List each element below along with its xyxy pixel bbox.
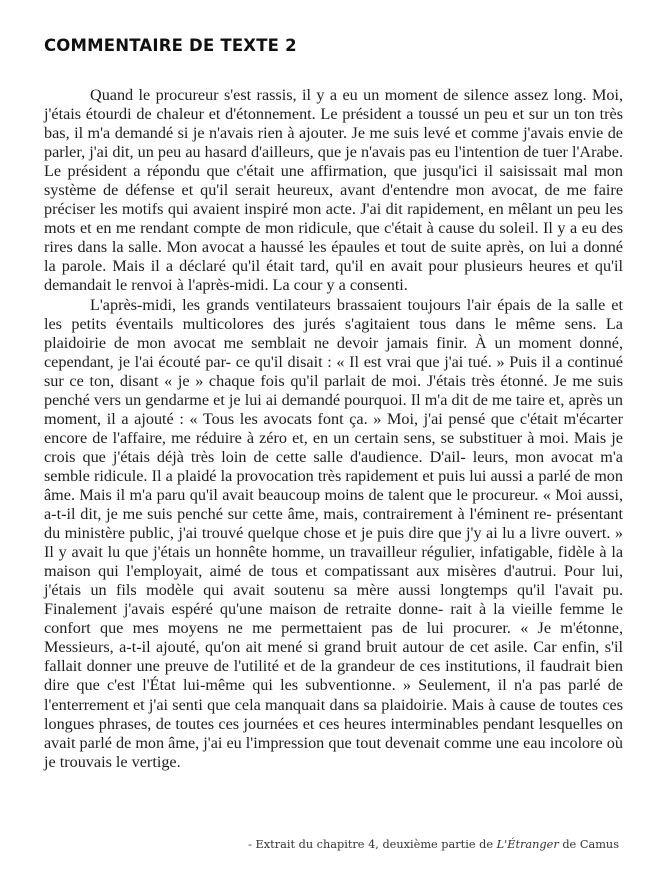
paragraph-1: Quand le procureur s'est rassis, il y a eu un moment de silence assez long. Moi, j'étais étourdi de chaleur et d'étonnement. Le président a toussé un peu et sur un ton très bas, il m'a demandé si je n'avais rien à ajouter. Je me suis levé et comme j'avais envie de parler, j'ai dit, un peu au hasard d'ailleurs, que je n'avais pas eu l'intention de tuer l'Arabe. Le président a répondu que c'était une affirmation, que jusqu'ici il saisissait mal mon système de défense et qu'il serait heureux, avant d'entendre mon avocat, de me faire préciser les motifs qui avaient inspiré mon acte. J'ai dit rapidement, en mêlant un peu les mots et en me rendant compte de mon ridicule, que c'était à cause du soleil. Il y a eu des rires dans la salle. Mon avocat a haussé les épaules et tout de suite après, on lui a donné la parole. Mais il a déclaré qu'il était tard, qu'il en avait pour plusieurs heures et qu'il demandait le renvoi à l'après-midi. La cour y a consenti. [44,86,623,295]
source-prefix: - Extrait du chapitre 4, deuxième partie de [248,838,497,851]
excerpt-body [44,86,623,772]
source-citation [248,838,619,851]
paragraph-2: L'après-midi, les grands ventilateurs brassaient toujours l'air épais de la salle et les petits éventails multicolores des jurés s'agitaient tous dans le même sens. La plaidoirie de mon avocat me semblait ne devoir jamais finir. À un moment donné, cependant, je l'ai écouté par- ce qu'il disait : « Il est vrai que j'ai tué. » Puis il a continué sur ce ton, disant « je » chaque fois qu'il parlait de moi. J'étais très étonné. Je me suis penché vers un gendarme et je lui ai demandé pourquoi. Il m'a dit de me taire et, après un moment, il a ajouté : « Tous les avocats font ça. » Moi, j'ai pensé que c'était m'écarter encore de l'affaire, me réduire à zéro et, en un certain sens, se substituer à moi. Mais je crois que j'étais déjà très loin de cette salle d'audience. D'ail- leurs, mon avocat m'a semble ridicule. Il a plaidé la provocation très rapidement et puis lui aussi a parlé de mon âme. Mais il m'a paru qu'il avait beaucoup moins de talent que le procureur. « Moi aussi, a-t-il dit, je me suis penché sur cette âme, mais, contrairement à l'éminent re- présentant du ministère public, j'ai trouvé quelque chose et je puis dire que j'y ai lu a livre ouvert. » Il y avait lu que j'étais un honnête homme, un travailleur régulier, infatigable, fidèle à la maison qui l'employait, aimé de tous et compatissant aux misères d'autrui. Pour lui, j'étais un fils modèle qui avait soutenu sa mère aussi longtemps qu'il l'avait pu. Finalement j'avais espéré qu'une maison de retraite donne- rait à la vieille femme le confort que mes moyens ne me permettaient pas de lui procurer. « Je m'étonne, Messieurs, a-t-il ajouté, qu'on ait mené si grand bruit autour de cet asile. Car enfin, s'il fallait donner une preuve de l'utilité et de la grandeur de ces institutions, il faudrait bien dire que c'est l'État lui-même qui les subventionne. » Seulement, il n'a pas parlé de l'enterrement et j'ai senti que cela manquait dans sa plaidoirie. Mais à cause de toutes ces longues phrases, de toutes ces journées et ces heures interminables pendant lesquelles on avait parlé de mon âme, j'ai eu l'impression que tout devenait comme une eau incolore où je trouvais le vertige. [44,295,623,771]
source-work-title: L'Étranger [496,838,559,851]
source-suffix: de Camus [558,838,619,851]
page-title: COMMENTAIRE DE TEXTE 2 [44,36,297,56]
